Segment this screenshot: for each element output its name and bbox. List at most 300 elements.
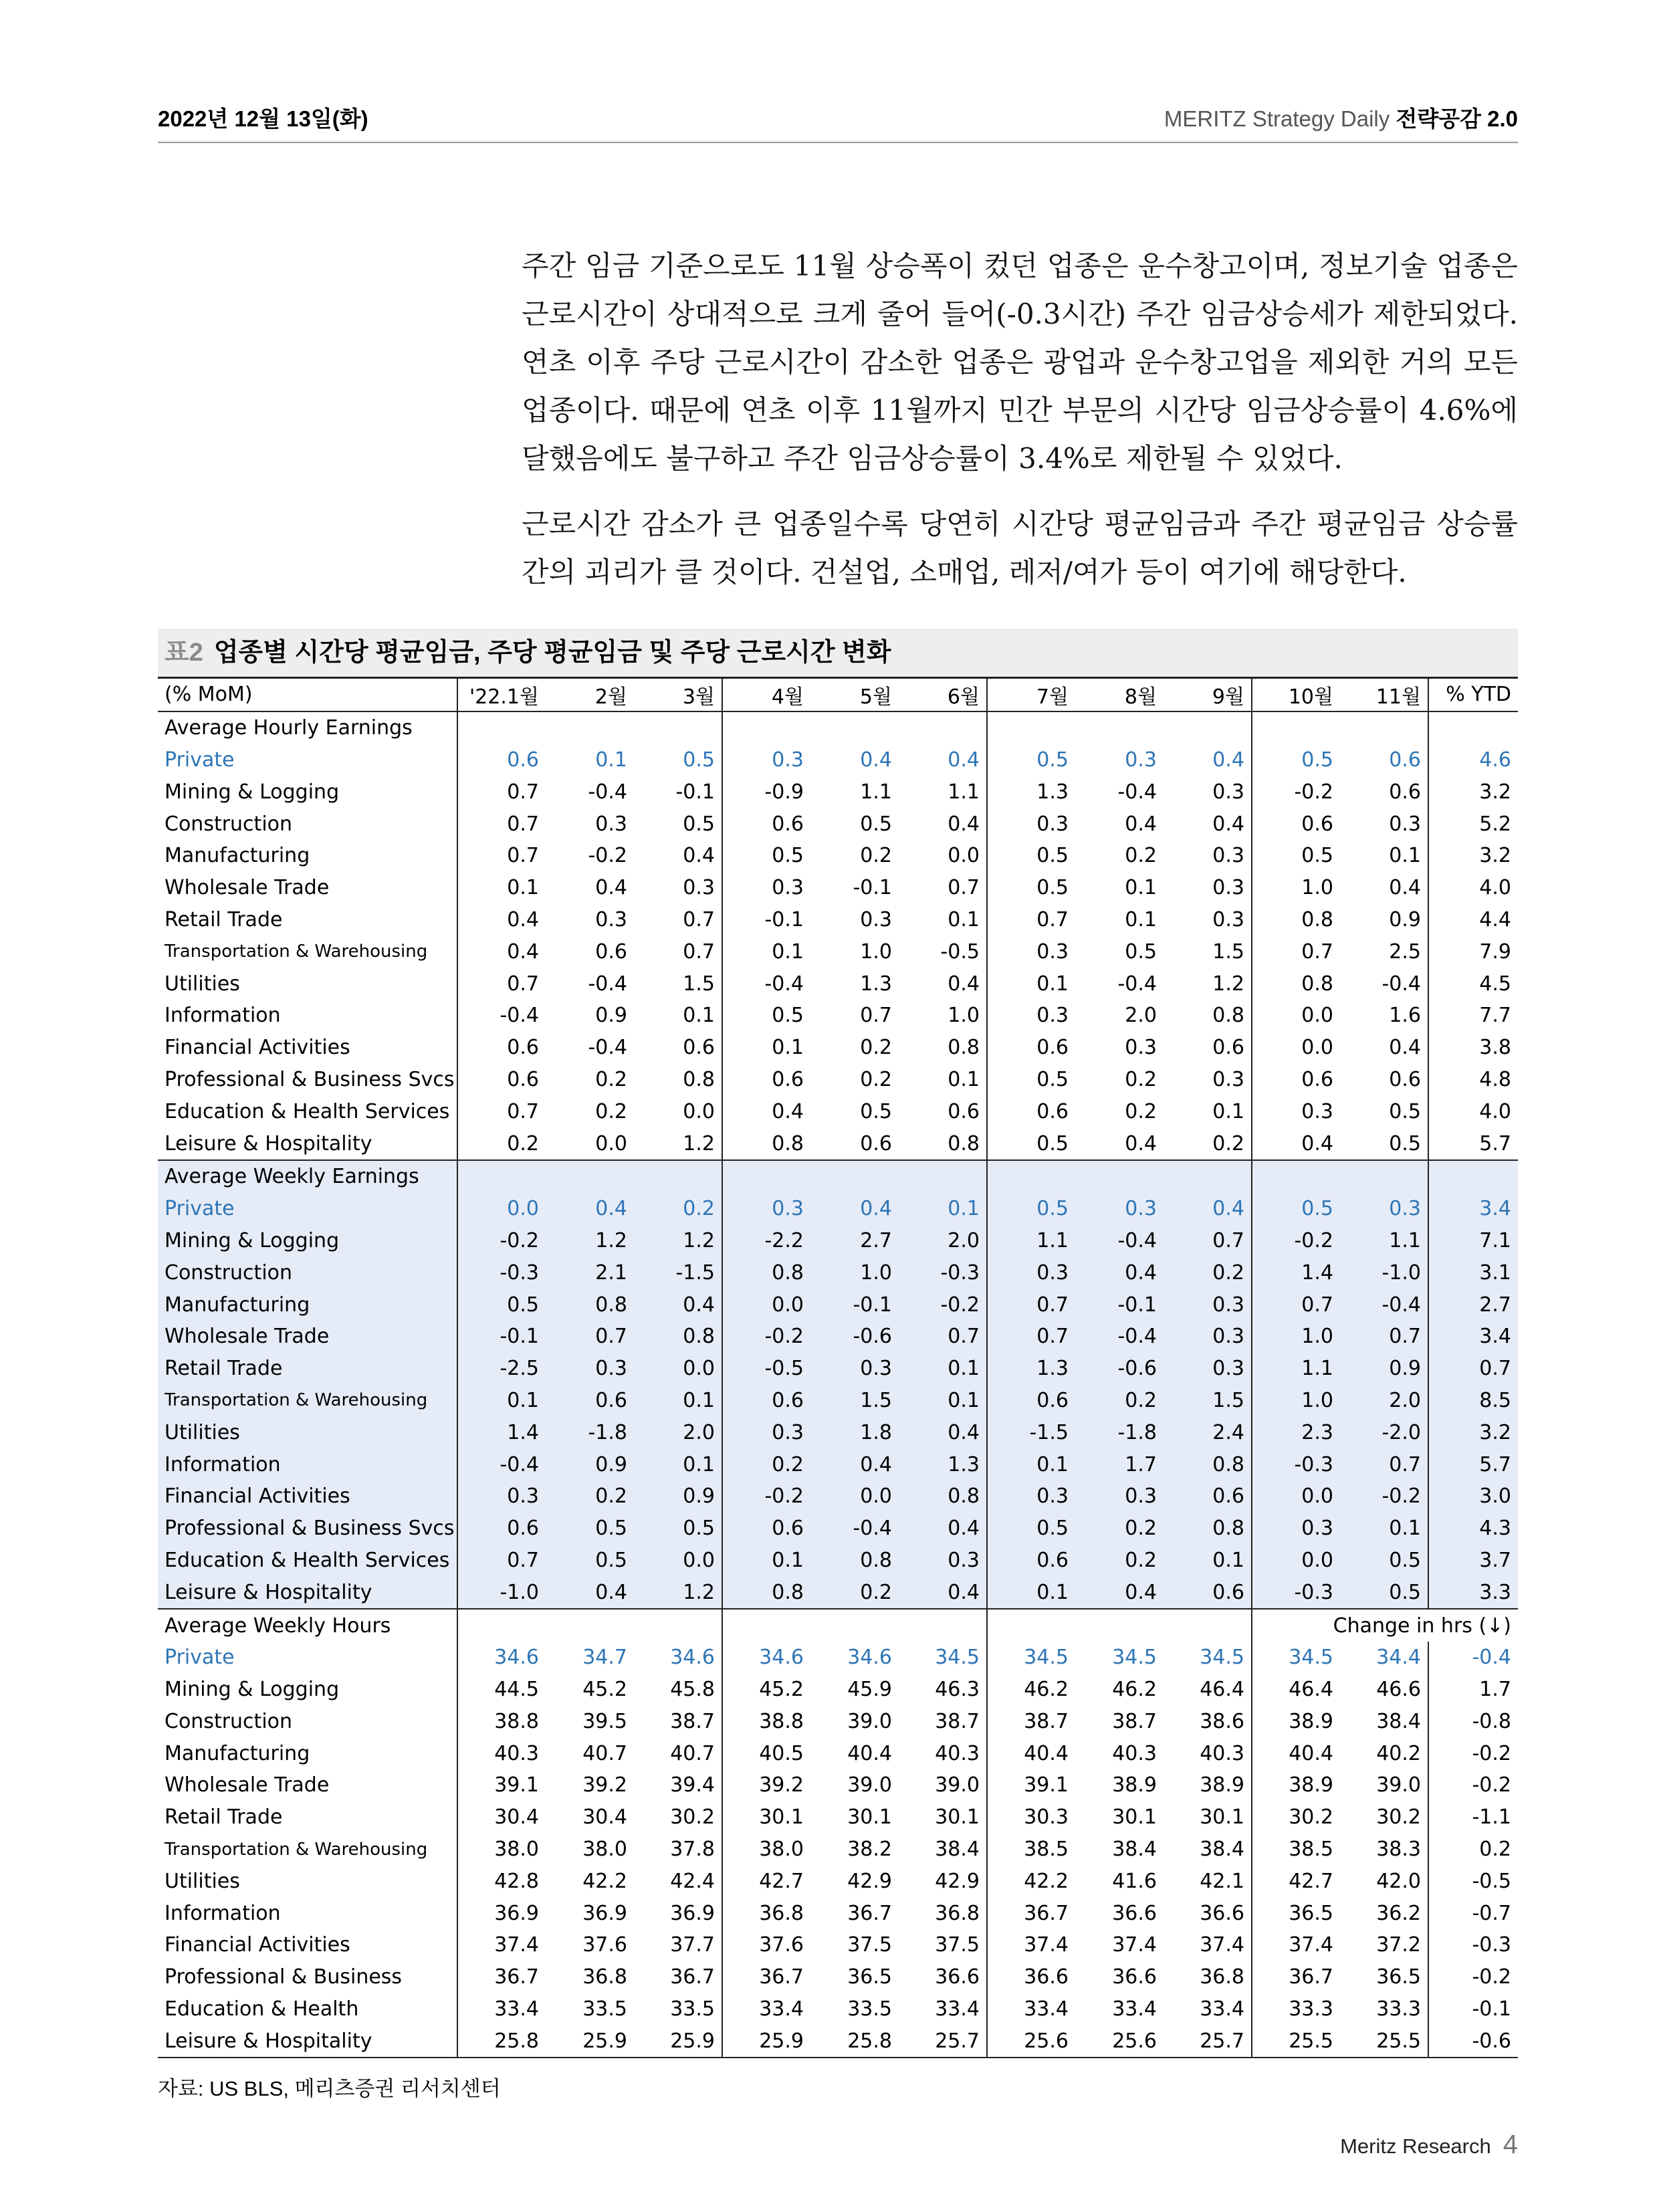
table-cell: -0.1 [810, 1289, 899, 1321]
table-cell: -0.2 [1252, 776, 1340, 808]
table-row [158, 1737, 1518, 1769]
table-cell: -0.6 [1075, 1353, 1164, 1385]
table-cell: 0.7 [1164, 1225, 1252, 1257]
table-cell: 42.9 [847, 1869, 892, 1893]
page-footer [1340, 2130, 1518, 2160]
table-cell: 0.1 [899, 1193, 987, 1225]
table-row [158, 1095, 1518, 1127]
table-cell: 39.2 [582, 1773, 627, 1797]
table-cell: 4.6 [1428, 744, 1518, 776]
table-cell: 0.6 [1164, 1480, 1252, 1513]
empty-cell [634, 1609, 722, 1642]
table-cell: 1.6 [1389, 1004, 1421, 1028]
table-cell: 0.4 [1252, 1127, 1340, 1160]
table-cell: 0.4 [899, 1416, 987, 1448]
table-cell: 0.0 [948, 844, 980, 868]
table-cell: 38.9 [1252, 1769, 1340, 1801]
publication-title [1164, 102, 1518, 133]
table-cell: -0.2 [722, 1321, 810, 1353]
table-cell: 1.3 [899, 1448, 987, 1480]
row-label: Retail Trade [164, 907, 283, 931]
table-cell: 1.2 [1212, 972, 1244, 996]
table-cell: 0.8 [1212, 1004, 1244, 1028]
table-cell: 0.1 [457, 1385, 546, 1417]
table-cell: 0.4 [899, 1576, 987, 1609]
table-cell: -0.3 [1252, 1448, 1340, 1480]
table-cell: 46.2 [1112, 1678, 1157, 1702]
table-cell: -0.6 [1428, 2025, 1518, 2058]
empty-cell [1075, 1160, 1164, 1193]
table-cell: -0.2 [1428, 1737, 1518, 1769]
table-cell: 4.8 [1428, 1064, 1518, 1096]
table-tag: 표2 [164, 639, 203, 667]
table-cell: 0.7 [1252, 935, 1340, 968]
row-label: Private [164, 1646, 235, 1670]
table-cell: -0.7 [1428, 1897, 1518, 1929]
table-cell: -0.3 [1252, 1576, 1340, 1609]
table-cell: 0.1 [899, 1353, 987, 1385]
table-cell: 34.6 [722, 1642, 810, 1674]
table-cell: 33.4 [935, 1997, 980, 2021]
table-cell: 38.4 [935, 1838, 980, 1862]
table-cell: -0.4 [1075, 1321, 1164, 1353]
row-label: Transportation & Warehousing [158, 1385, 457, 1417]
table-cell: 36.9 [582, 1901, 627, 1925]
empty-cell [810, 1160, 899, 1193]
table-cell: 38.4 [1112, 1838, 1157, 1862]
empty-cell [899, 1609, 987, 1642]
empty-cell [1164, 1609, 1252, 1642]
table-cell: 4.4 [1428, 904, 1518, 936]
table-cell: 0.3 [1164, 1289, 1252, 1321]
table-cell: 45.2 [722, 1674, 810, 1706]
table-cell: 1.3 [987, 776, 1075, 808]
row-label: Construction [164, 1709, 293, 1733]
empty-cell [1340, 711, 1428, 744]
table-row [158, 1801, 1518, 1834]
table-cell: 7.7 [1428, 1000, 1518, 1032]
table-cell: 4.5 [1428, 968, 1518, 1000]
table-cell: 1.0 [948, 1004, 980, 1028]
table-cell: 0.8 [546, 1289, 634, 1321]
row-label: Leisure & Hospitality [158, 1127, 457, 1160]
table-row [158, 1353, 1518, 1385]
table-cell: -0.4 [1340, 1289, 1428, 1321]
table-cell: 0.1 [457, 872, 546, 904]
column-header: 9월 [1164, 679, 1252, 711]
table-cell: 37.2 [1376, 1933, 1421, 1957]
table-cell: 0.5 [1340, 1545, 1428, 1577]
table-cell: 0.3 [1075, 1193, 1164, 1225]
table-cell: 33.5 [670, 1997, 715, 2021]
table-cell: 0.5 [546, 1513, 634, 1545]
table-cell: 0.6 [1212, 1036, 1244, 1060]
table-cell: 1.5 [683, 972, 715, 996]
table-cell: 0.3 [987, 1256, 1075, 1289]
empty-cell [546, 1160, 634, 1193]
table-cell: 0.0 [1252, 1000, 1340, 1032]
table-cell: 0.3 [683, 876, 715, 900]
table-cell: 0.6 [1389, 780, 1421, 804]
table-cell: 37.7 [670, 1933, 715, 1957]
table-cell: 0.3 [1212, 1067, 1244, 1091]
table-cell: 40.4 [1252, 1737, 1340, 1769]
table-cell: 38.0 [457, 1834, 546, 1866]
empty-cell [1252, 1160, 1340, 1193]
table-cell: 0.1 [899, 1385, 987, 1417]
table-cell: 0.6 [722, 1064, 810, 1096]
table-cell: 36.9 [457, 1897, 546, 1929]
table-cell: 33.4 [722, 1993, 810, 2025]
table-cell: 1.7 [1428, 1674, 1518, 1706]
table-cell: -0.4 [1075, 1225, 1164, 1257]
table-cell: 33.5 [582, 1997, 627, 2021]
table-cell: 0.3 [546, 1353, 634, 1385]
table-cell: 0.5 [987, 1193, 1075, 1225]
table-cell: -0.2 [1340, 1480, 1428, 1513]
table-cell: 38.9 [1200, 1773, 1244, 1797]
table-cell: 34.5 [987, 1642, 1075, 1674]
table-cell: 0.4 [595, 876, 627, 900]
table-cell: 0.4 [810, 1193, 899, 1225]
table-cell: 0.7 [948, 876, 980, 900]
table-cell: 0.4 [1075, 1127, 1164, 1160]
table-cell: -0.5 [722, 1353, 810, 1385]
row-label: Leisure & Hospitality [158, 1576, 457, 1609]
column-header: 4월 [722, 679, 810, 711]
table-cell: -1.1 [1428, 1801, 1518, 1834]
table-cell: 36.7 [1252, 1961, 1340, 1993]
table-cell: 30.2 [670, 1805, 715, 1830]
footer-brand: Meritz Research [1340, 2134, 1491, 2158]
table-cell: 0.5 [722, 1000, 810, 1032]
table-cell: 0.7 [683, 907, 715, 931]
table-cell: 40.3 [1200, 1741, 1244, 1765]
table-cell: -2.5 [457, 1353, 546, 1385]
table-cell: 0.8 [1252, 968, 1340, 1000]
table-cell: 39.1 [987, 1769, 1075, 1801]
table-cell: 0.2 [860, 1067, 892, 1091]
table-cell: 0.0 [810, 1480, 899, 1513]
table-cell: 0.1 [722, 935, 810, 968]
table-cell: 0.5 [1389, 1099, 1421, 1123]
table-cell: 0.9 [1389, 907, 1421, 931]
table-cell: 1.0 [1252, 872, 1340, 904]
row-label: Information [164, 1004, 281, 1028]
empty-cell [457, 711, 546, 744]
table-cell: 40.7 [582, 1741, 627, 1765]
table-cell: 0.1 [722, 1545, 810, 1577]
table-cell: -0.4 [1428, 1642, 1518, 1674]
source-note: 자료: US BLS, 메리츠증권 리서치센터 [158, 2077, 501, 2100]
table-cell: -1.8 [546, 1416, 634, 1448]
table-cell: 34.5 [1252, 1642, 1340, 1674]
table-cell: 42.4 [670, 1869, 715, 1893]
table-cell: 0.4 [948, 972, 980, 996]
table-row [158, 2025, 1518, 2058]
table-cell: 30.1 [1200, 1805, 1244, 1830]
table-row [158, 1961, 1518, 1993]
table-cell: 0.4 [683, 844, 715, 868]
table-cell: 0.8 [722, 1256, 810, 1289]
table-cell: 0.0 [683, 1099, 715, 1123]
table-cell: 34.7 [582, 1646, 627, 1670]
table-cell: 0.1 [948, 1067, 980, 1091]
empty-cell [1252, 711, 1340, 744]
table-cell: 3.4 [1428, 1321, 1518, 1353]
table-row [158, 1064, 1518, 1096]
table-cell: 2.7 [1428, 1289, 1518, 1321]
table-cell: 0.3 [1075, 1480, 1164, 1513]
table-cell: 36.7 [457, 1961, 546, 1993]
table-cell: 39.2 [722, 1769, 810, 1801]
table-cell: 4.0 [1428, 872, 1518, 904]
empty-cell [899, 1160, 987, 1193]
table-cell: 2.7 [810, 1225, 899, 1257]
table-cell: -1.0 [457, 1576, 546, 1609]
table-cell: 0.6 [722, 808, 810, 840]
table-cell: 40.5 [722, 1737, 810, 1769]
table-cell: 0.4 [948, 748, 980, 772]
table-row [158, 808, 1518, 840]
table-cell: 36.8 [582, 1965, 627, 1989]
table-cell: 38.4 [1200, 1838, 1244, 1862]
table-row [158, 1993, 1518, 2025]
table-cell: 0.3 [1212, 844, 1244, 868]
table-cell: 0.3 [1125, 1036, 1157, 1060]
table-row [158, 1225, 1518, 1257]
row-label: Construction [158, 1256, 457, 1289]
empty-cell [722, 1609, 810, 1642]
table-cell: 42.0 [1376, 1869, 1421, 1893]
table-row [158, 935, 1518, 968]
page-number: 4 [1503, 2130, 1518, 2159]
table-row [158, 1706, 1518, 1738]
table-cell: 30.1 [847, 1805, 892, 1830]
table-cell: -1.5 [987, 1416, 1075, 1448]
table-cell: 38.3 [1376, 1838, 1421, 1862]
table-cell: 37.5 [847, 1933, 892, 1957]
empty-cell [1164, 1160, 1252, 1193]
table-cell: 0.2 [1075, 1385, 1164, 1417]
table-cell: 0.3 [987, 808, 1075, 840]
table-cell: 0.4 [457, 904, 546, 936]
table-cell: -0.1 [853, 876, 892, 900]
table-cell: 0.4 [1389, 876, 1421, 900]
table-cell: 0.7 [899, 1321, 987, 1353]
table-cell: 30.2 [1376, 1805, 1421, 1830]
table-cell: 0.8 [899, 1127, 987, 1160]
column-header-unit: (% MoM) [158, 679, 457, 711]
table-cell: 1.1 [948, 780, 980, 804]
table-cell: 1.0 [860, 939, 892, 964]
table-cell: 36.6 [987, 1961, 1075, 1993]
table-cell: 0.5 [1125, 939, 1157, 964]
table-cell: 0.1 [1164, 1545, 1252, 1577]
table-cell: -0.2 [1428, 1961, 1518, 1993]
table-cell: 1.5 [1212, 939, 1244, 964]
row-label: Mining & Logging [158, 1225, 457, 1257]
table-cell: 40.4 [987, 1737, 1075, 1769]
empty-cell [1075, 711, 1164, 744]
empty-cell [722, 1160, 810, 1193]
table-cell: 25.6 [987, 2025, 1075, 2058]
table-cell: 1.5 [1164, 1385, 1252, 1417]
table-cell: 36.8 [935, 1901, 980, 1925]
empty-cell [634, 1160, 722, 1193]
table-row [158, 904, 1518, 936]
table-cell: 0.5 [987, 744, 1075, 776]
row-label: Private [158, 1193, 457, 1225]
table-cell: 0.5 [860, 812, 892, 836]
table-row [158, 1642, 1518, 1674]
table-cell: 36.5 [1376, 1965, 1421, 1989]
table-cell: -0.2 [722, 1480, 810, 1513]
table-cell: 39.5 [582, 1709, 627, 1733]
table-cell: -0.4 [457, 1448, 546, 1480]
table-row [158, 1674, 1518, 1706]
table-cell: 36.7 [722, 1961, 810, 1993]
empty-cell [1428, 711, 1518, 744]
table-row [158, 1480, 1518, 1513]
table-cell: 3.2 [1428, 1416, 1518, 1448]
section-title: Average Weekly Earnings [158, 1160, 457, 1193]
table-cell: 36.7 [670, 1965, 715, 1989]
table-cell: 42.9 [935, 1869, 980, 1893]
table-cell: 44.5 [457, 1674, 546, 1706]
table-cell: 3.7 [1428, 1545, 1518, 1577]
table-cell: 25.9 [546, 2025, 634, 2058]
table-cell: 0.3 [722, 1193, 810, 1225]
table-cell: 0.7 [457, 840, 546, 872]
table-cell: 0.7 [1252, 1289, 1340, 1321]
table-cell: 38.7 [935, 1709, 980, 1733]
section-title: Average Weekly Hours [164, 1614, 391, 1638]
empty-cell [899, 711, 987, 744]
table-cell: -2.2 [722, 1225, 810, 1257]
table-cell: -0.4 [1117, 780, 1157, 804]
table-cell: 36.2 [1376, 1901, 1421, 1925]
table-cell: 46.4 [1252, 1674, 1340, 1706]
column-header: 2월 [546, 679, 634, 711]
table-cell: 8.5 [1428, 1385, 1518, 1417]
table-cell: 0.3 [810, 1353, 899, 1385]
row-label: Mining & Logging [164, 780, 340, 804]
table-cell: 0.4 [722, 1095, 810, 1127]
table-cell: 25.5 [1252, 2025, 1340, 2058]
table-cell: 0.4 [899, 1513, 987, 1545]
table-cell: -0.2 [1252, 1225, 1340, 1257]
section-title: Average Hourly Earnings [164, 716, 413, 740]
table-cell: 42.8 [457, 1865, 546, 1897]
table-cell: 38.7 [670, 1709, 715, 1733]
row-label: Financial Activities [164, 1036, 350, 1060]
table-cell: 30.4 [582, 1805, 627, 1830]
table-cell: 0.7 [457, 776, 546, 808]
table-row [158, 1193, 1518, 1225]
row-label: Construction [164, 812, 293, 836]
table-cell: 0.2 [810, 1576, 899, 1609]
table-cell: 0.1 [1340, 1513, 1428, 1545]
table-cell: 0.5 [987, 840, 1075, 872]
table-cell: 25.7 [899, 2025, 987, 2058]
table-cell: 0.1 [634, 1448, 722, 1480]
empty-cell [1164, 711, 1252, 744]
table-row [158, 1834, 1518, 1866]
table-cell: 0.4 [1075, 1576, 1164, 1609]
empty-cell [987, 1609, 1075, 1642]
table-cell: -0.4 [457, 1000, 546, 1032]
table-cell: 38.5 [987, 1834, 1075, 1866]
table-cell: 46.3 [935, 1678, 980, 1702]
table-cell: 36.6 [1112, 1965, 1157, 1989]
table-cell: 0.1 [595, 748, 627, 772]
table-cell: 0.1 [987, 968, 1075, 1000]
table-cell: 38.9 [1252, 1706, 1340, 1738]
table-cell: 0.3 [722, 1416, 810, 1448]
table-cell: 25.9 [722, 2025, 810, 2058]
table-cell: 0.1 [1212, 1099, 1244, 1123]
table-cell: 3.4 [1428, 1193, 1518, 1225]
table-cell: 0.6 [595, 939, 627, 964]
table-cell: 37.8 [670, 1838, 715, 1862]
table-cell: 36.8 [722, 1897, 810, 1929]
table-cell: 0.6 [457, 1064, 546, 1096]
table-cell: 0.7 [457, 1545, 546, 1577]
table-cell: 0.3 [1389, 812, 1421, 836]
column-header: 3월 [634, 679, 722, 711]
table-cell: 38.6 [1200, 1709, 1244, 1733]
table-cell: 37.4 [457, 1929, 546, 1961]
empty-cell [1428, 1160, 1518, 1193]
table-cell: 0.6 [683, 1036, 715, 1060]
table-cell: 0.4 [546, 1576, 634, 1609]
table-cell: 0.5 [987, 1064, 1075, 1096]
table-cell: -1.5 [634, 1256, 722, 1289]
table-cell: 0.7 [457, 808, 546, 840]
table-cell: 0.2 [595, 1067, 627, 1091]
table-cell: -1.8 [1075, 1416, 1164, 1448]
table-cell: 36.6 [935, 1965, 980, 1989]
row-label: Utilities [164, 972, 240, 996]
table-cell: 0.3 [1252, 1095, 1340, 1127]
body-paragraph-2: 근로시간 감소가 큰 업종일수록 당연히 시간당 평균임금과 주간 평균임금 상승률 간의 괴리가 클 것이다. 건설업, 소매업, 레저/여가 등이 여기에 해당한다. [522, 508, 1518, 588]
body-paragraph-1: 주간 임금 기준으로도 11월 상승폭이 컸던 업종은 운수창고이며, 정보기술 업종은 근로시간이 상대적으로 크게 줄어 들어(-0.3시간) 주간 임금상승세가 제한되었다. 연초 이후 주당 근로시간이 감소한 업종은 광업과 운수창고업을 제외한 거의 모든 업종이다. 때문에 연초 이후 11월까지 민간 부문의 시간당 임금상승률이 4.6%에 달했음에도 불구하고 주간 임금상승률이 3.4%로 제한될 수 있었다. [522, 249, 1518, 475]
table-cell: 0.6 [1252, 1064, 1340, 1096]
table-cell: 42.2 [987, 1865, 1075, 1897]
table-cell: 1.7 [1075, 1448, 1164, 1480]
table-cell: 0.9 [595, 1004, 627, 1028]
table-cell: -0.1 [675, 780, 715, 804]
table-cell: 2.0 [1125, 1004, 1157, 1028]
table-cell: 0.3 [1164, 1353, 1252, 1385]
row-label: Financial Activities [158, 1480, 457, 1513]
table-cell: -0.4 [722, 968, 810, 1000]
table-cell: 36.5 [847, 1965, 892, 1989]
table-row [158, 1127, 1518, 1160]
table-cell: 0.2 [634, 1193, 722, 1225]
table-cell: 37.4 [1200, 1933, 1244, 1957]
table-cell: 1.1 [987, 1225, 1075, 1257]
table-cell: 33.4 [457, 1993, 546, 2025]
section-title-row [158, 711, 1518, 744]
table-cell: 37.4 [1252, 1929, 1340, 1961]
table-cell: 0.4 [1212, 748, 1244, 772]
table-cell: -0.3 [899, 1256, 987, 1289]
table-cell: -0.4 [1381, 972, 1421, 996]
table-cell: 0.3 [595, 812, 627, 836]
table-row [158, 1256, 1518, 1289]
